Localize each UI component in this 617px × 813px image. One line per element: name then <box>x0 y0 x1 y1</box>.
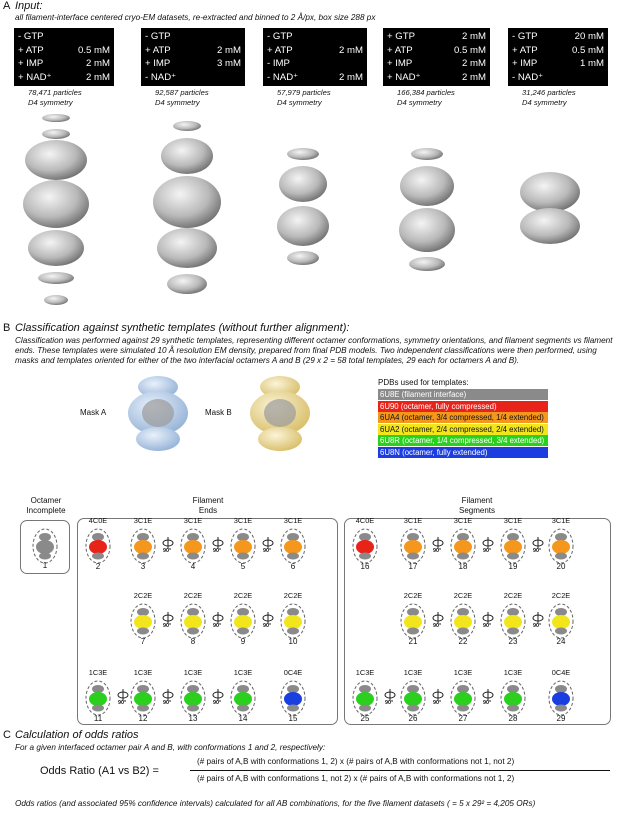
segment-template-19 <box>500 528 526 564</box>
template-number: 6 <box>290 562 296 571</box>
dataset-info-3 <box>277 88 331 107</box>
template-code: 2C2E <box>133 591 153 600</box>
condition-row <box>387 30 486 44</box>
template-number: 14 <box>238 714 248 723</box>
condition-ligand: - GTP <box>512 31 538 42</box>
condition-row <box>267 57 363 71</box>
section-c-letter: C <box>3 729 11 741</box>
condition-row <box>145 30 241 44</box>
template-number: 9 <box>240 637 246 646</box>
rotation-90-icon <box>383 688 397 710</box>
section-b-title: Classification against synthetic templates (without further alignment): <box>15 322 350 334</box>
condition-row <box>18 57 110 71</box>
condition-row <box>512 30 604 44</box>
condition-ligand: - GTP <box>267 31 293 42</box>
template-incomplete <box>32 528 58 564</box>
condition-concentration: 2 mM <box>339 44 363 56</box>
symmetry-label: D4 symmetry <box>277 97 322 107</box>
template-code: 1C3E <box>453 668 473 677</box>
template-code: 0C4E <box>283 668 303 677</box>
condition-concentration: 2 mM <box>217 44 241 56</box>
template-number: 18 <box>458 562 468 571</box>
condition-box-3 <box>263 28 367 86</box>
rotation-label: 90° <box>263 623 272 629</box>
template-code: 1C3E <box>355 668 375 677</box>
segment-template-27 <box>450 680 476 716</box>
segment-template-29 <box>548 680 574 716</box>
section-a-title: Input: <box>15 0 43 12</box>
particle-count: 57,979 particles <box>277 88 331 97</box>
template-number: 3 <box>140 562 146 571</box>
template-number: 5 <box>240 562 246 571</box>
condition-concentration: 2 mM <box>339 71 363 83</box>
template-number: 27 <box>458 714 468 723</box>
condition-ligand: + ATP <box>267 44 293 56</box>
template-code: 3C1E <box>503 516 523 525</box>
end-template-14 <box>230 680 256 716</box>
condition-row <box>145 57 241 71</box>
condition-concentration: 2 mM <box>462 31 486 42</box>
template-code: 3C1E <box>551 516 571 525</box>
density-map-3 <box>277 148 329 265</box>
condition-row <box>387 57 486 71</box>
template-number: 8 <box>190 637 196 646</box>
template-number: 19 <box>508 562 518 571</box>
condition-concentration: 2 mM <box>86 71 110 83</box>
condition-row <box>145 71 241 85</box>
segment-template-22 <box>450 603 476 639</box>
rotation-90-icon <box>116 688 130 710</box>
legend-title: PDBs used for templates: <box>378 378 469 387</box>
condition-ligand: + GTP <box>387 31 415 42</box>
template-code: 0C4E <box>551 668 571 677</box>
end-template-8 <box>180 603 206 639</box>
condition-concentration: 20 mM <box>574 31 604 42</box>
segment-template-26 <box>400 680 426 716</box>
condition-ligand: + IMP <box>18 58 44 70</box>
condition-concentration: 1 mM <box>580 58 604 70</box>
odds-ratio-denominator: (# pairs of A,B with conformations 1, not 2) x (# pairs of A,B with conformations not 1, 2) <box>197 774 515 783</box>
rotation-90-icon <box>531 611 545 633</box>
end-template-7 <box>130 603 156 639</box>
template-code: 2C2E <box>183 591 203 600</box>
rotation-label: 90° <box>263 548 272 554</box>
condition-ligand: + ATP <box>387 44 413 56</box>
section-b-letter: B <box>3 322 11 334</box>
condition-row <box>267 44 363 58</box>
template-number: 15 <box>288 714 298 723</box>
template-number: 25 <box>360 714 370 723</box>
condition-ligand: - NAD⁺ <box>267 71 299 83</box>
section-c-intro: For a given interfaced octamer pair A and B, with conformations 1 and 2, respectively: <box>15 743 326 752</box>
template-number: 10 <box>288 637 298 646</box>
end-template-13 <box>180 680 206 716</box>
condition-ligand: + IMP <box>145 58 171 70</box>
end-template-2 <box>85 528 111 564</box>
template-number: 23 <box>508 637 518 646</box>
odds-ratio-numerator: (# pairs of A,B with conformations 1, 2) x (# pairs of A,B with conformations not 1, not 2) <box>197 757 515 766</box>
rotation-label: 90° <box>163 700 172 706</box>
legend-entry: 6UA4 (octamer, 3/4 compressed, 1/4 extended) <box>378 412 548 423</box>
template-code: 3C1E <box>133 516 153 525</box>
rotation-label: 90° <box>433 700 442 706</box>
end-template-9 <box>230 603 256 639</box>
condition-ligand: + ATP <box>512 44 538 56</box>
condition-row <box>18 71 110 85</box>
rotation-90-icon <box>431 688 445 710</box>
template-code: 2C2E <box>283 591 303 600</box>
segment-template-25 <box>352 680 378 716</box>
template-number: 7 <box>140 637 146 646</box>
dataset-info-4 <box>397 88 455 107</box>
segment-template-20 <box>548 528 574 564</box>
template-number: 16 <box>360 562 370 571</box>
segment-template-17 <box>400 528 426 564</box>
template-number: 12 <box>138 714 148 723</box>
condition-ligand: - GTP <box>145 31 171 42</box>
condition-ligand: - GTP <box>18 31 44 42</box>
particle-count: 166,384 particles <box>397 88 455 97</box>
condition-concentration: 3 mM <box>217 58 241 70</box>
condition-row <box>387 44 486 58</box>
rotation-90-icon <box>261 536 275 558</box>
end-template-11 <box>85 680 111 716</box>
symmetry-label: D4 symmetry <box>28 97 73 107</box>
condition-concentration: 2 mM <box>86 58 110 70</box>
template-code: 1C3E <box>403 668 423 677</box>
segment-template-23 <box>500 603 526 639</box>
odds-ratio-lhs: Odds Ratio (A1 vs B2) = <box>40 765 159 777</box>
template-number: 11 <box>93 714 103 723</box>
condition-row <box>267 71 363 85</box>
dataset-info-5 <box>522 88 576 107</box>
legend-entry: 6U90 (octamer, fully compressed) <box>378 401 548 412</box>
template-code: 3C1E <box>453 516 473 525</box>
condition-row <box>267 30 363 44</box>
condition-row <box>512 57 604 71</box>
template-code: 1C3E <box>233 668 253 677</box>
particle-count: 31,246 particles <box>522 88 576 97</box>
condition-row <box>387 71 486 85</box>
density-maps <box>0 108 617 308</box>
template-code: 3C1E <box>403 516 423 525</box>
template-number: 26 <box>408 714 418 723</box>
dataset-info-1 <box>28 88 82 107</box>
condition-row <box>18 30 110 44</box>
template-number: 13 <box>188 714 198 723</box>
end-template-3 <box>130 528 156 564</box>
condition-row <box>512 44 604 58</box>
rotation-90-icon <box>211 688 225 710</box>
template-code: 2C2E <box>453 591 473 600</box>
end-template-10 <box>280 603 306 639</box>
rotation-label: 90° <box>163 548 172 554</box>
condition-row <box>18 44 110 58</box>
template-number: 2 <box>95 562 101 571</box>
octamer-incomplete-label: Octamer Incomplete <box>26 496 66 515</box>
symmetry-label: D4 symmetry <box>155 97 200 107</box>
template-code: 1C3E <box>88 668 108 677</box>
section-c-footer: Odds ratios (and associated 95% confidence intervals) calculated for all AB combinations, for the five filament datasets ( = 5 x 29² = 4,205 ORs) <box>15 799 536 808</box>
particle-count: 92,587 particles <box>155 88 209 97</box>
segment-template-24 <box>548 603 574 639</box>
rotation-90-icon <box>211 536 225 558</box>
condition-ligand: + NAD⁺ <box>387 71 421 83</box>
template-code: 1C3E <box>503 668 523 677</box>
template-code: 2C2E <box>551 591 571 600</box>
symmetry-label: D4 symmetry <box>397 97 442 107</box>
template-number: 17 <box>408 562 418 571</box>
filament-ends-label: Filament Ends <box>192 496 224 515</box>
density-map-1 <box>23 114 89 305</box>
end-template-5 <box>230 528 256 564</box>
rotation-label: 90° <box>163 623 172 629</box>
rotation-90-icon <box>211 611 225 633</box>
rotation-label: 90° <box>213 700 222 706</box>
template-code: 3C1E <box>183 516 203 525</box>
condition-concentration: 0.5 mM <box>572 44 604 56</box>
rotation-label: 90° <box>213 548 222 554</box>
condition-ligand: + NAD⁺ <box>18 71 52 83</box>
rotation-90-icon <box>261 611 275 633</box>
condition-ligand: - NAD⁺ <box>145 71 177 83</box>
density-map-5 <box>520 172 580 244</box>
rotation-90-icon <box>481 688 495 710</box>
template-number: 20 <box>556 562 566 571</box>
legend-entry: 6U8R (octamer, 1/4 compressed, 3/4 extended) <box>378 435 548 446</box>
condition-ligand: - NAD⁺ <box>512 71 544 83</box>
rotation-90-icon <box>481 536 495 558</box>
template-code: 2C2E <box>503 591 523 600</box>
template-code: 3C1E <box>233 516 253 525</box>
rotation-90-icon <box>431 536 445 558</box>
segment-template-18 <box>450 528 476 564</box>
template-code: 4C0E <box>88 516 108 525</box>
legend-entry: 6U8N (octamer, fully extended) <box>378 447 548 458</box>
end-template-6 <box>280 528 306 564</box>
rotation-90-icon <box>431 611 445 633</box>
symmetry-label: D4 symmetry <box>522 97 567 107</box>
section-b-description: Classification was performed against 29 synthetic templates, representing different octamer conformations, symmetry orientations, and filament segments vs filament ends. These templates were simulated 10 Å resolution EM density, prepared from final PDB models. Two independent classifications were then performed, using masks and templates oriented for either of the two interfacial octamers A and B (29 x 2 = 58 total templates, 29 each for octamers A and B). <box>15 336 613 365</box>
template-code: 1C3E <box>133 668 153 677</box>
rotation-90-icon <box>481 611 495 633</box>
segment-template-28 <box>500 680 526 716</box>
template-number: 1 <box>42 561 48 570</box>
rotation-label: 90° <box>385 700 394 706</box>
rotation-90-icon <box>161 611 175 633</box>
condition-ligand: + IMP <box>512 58 538 70</box>
condition-box-1 <box>14 28 114 86</box>
section-a-letter: A <box>3 0 11 12</box>
condition-concentration: 2 mM <box>462 71 486 83</box>
mask-a-image <box>118 373 198 453</box>
rotation-label: 90° <box>213 623 222 629</box>
rotation-label: 90° <box>533 623 542 629</box>
template-number: 29 <box>556 714 566 723</box>
section-c-title: Calculation of odds ratios <box>15 729 139 741</box>
condition-concentration: 0.5 mM <box>78 44 110 56</box>
dataset-info-2 <box>155 88 209 107</box>
condition-box-2 <box>141 28 245 86</box>
rotation-label: 90° <box>483 700 492 706</box>
rotation-label: 90° <box>483 548 492 554</box>
rotation-label: 90° <box>433 548 442 554</box>
density-map-2 <box>153 121 221 294</box>
filament-segments-label: Filament Segments <box>458 496 496 515</box>
particle-count: 78,471 particles <box>28 88 82 97</box>
template-code: 3C1E <box>283 516 303 525</box>
rotation-label: 90° <box>118 700 127 706</box>
condition-row <box>512 71 604 85</box>
mask-b-label: Mask B <box>205 408 232 417</box>
end-template-12 <box>130 680 156 716</box>
condition-ligand: + IMP <box>387 58 413 70</box>
mask-a-label: Mask A <box>80 408 107 417</box>
segment-template-16 <box>352 528 378 564</box>
rotation-90-icon <box>531 536 545 558</box>
end-template-15 <box>280 680 306 716</box>
condition-box-5 <box>508 28 608 86</box>
end-template-4 <box>180 528 206 564</box>
rotation-90-icon <box>161 536 175 558</box>
template-number: 28 <box>508 714 518 723</box>
template-code: 1C3E <box>183 668 203 677</box>
template-number: 24 <box>556 637 566 646</box>
density-map-4 <box>399 148 455 271</box>
segment-template-21 <box>400 603 426 639</box>
rotation-label: 90° <box>483 623 492 629</box>
rotation-90-icon <box>161 688 175 710</box>
condition-ligand: + ATP <box>18 44 44 56</box>
legend-entry: 6U8E (filament interface) <box>378 389 548 400</box>
condition-row <box>145 44 241 58</box>
template-code: 2C2E <box>403 591 423 600</box>
condition-box-4 <box>383 28 490 86</box>
mask-b-image <box>240 373 320 453</box>
template-code: 2C2E <box>233 591 253 600</box>
template-number: 22 <box>458 637 468 646</box>
rotation-label: 90° <box>533 548 542 554</box>
template-number: 4 <box>190 562 196 571</box>
condition-concentration: 2 mM <box>462 58 486 70</box>
rotation-label: 90° <box>433 623 442 629</box>
condition-ligand: + ATP <box>145 44 171 56</box>
legend-entry: 6UA2 (octamer, 2/4 compressed, 2/4 extended) <box>378 424 548 435</box>
template-code: 4C0E <box>355 516 375 525</box>
section-a-subtitle: all filament-interface centered cryo-EM datasets, re-extracted and binned to 2 Å/px, box size 288 px <box>15 13 376 22</box>
template-number: 21 <box>408 637 418 646</box>
fraction-bar <box>190 770 610 771</box>
condition-concentration: 0.5 mM <box>454 44 486 56</box>
condition-ligand: - IMP <box>267 58 290 70</box>
